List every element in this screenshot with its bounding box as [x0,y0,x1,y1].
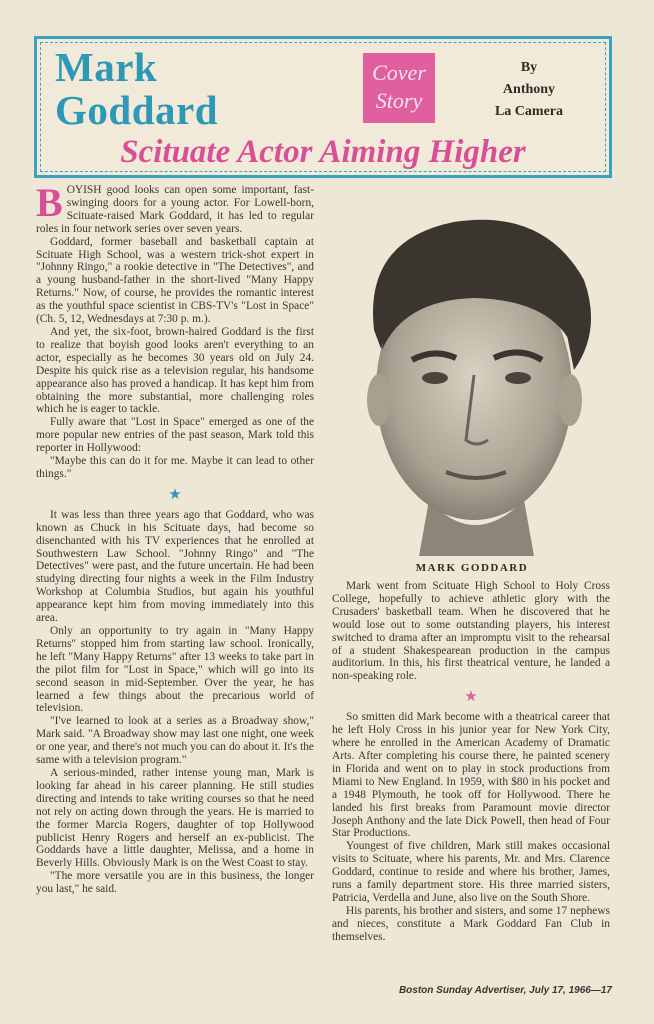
paragraph: So smitten did Mark become with a theatrical career that he left Holy Cross in his junior year for New York City, where he enrolled in the American Academy of Dramatic Arts. After completing his course there, he painted scenery in Florida and went on to play in stock productions from Miami to New England. In 1959, with $80 in his pocket and a 1948 Plymouth, he took off for Hollywood. There he landed his first breaks from Paramount movie director Joseph Anthony and the late Dick Powell, then head of Four Star Productions. [332,711,610,840]
paragraph: "I've learned to look at a series as a Broadway show," Mark said. "A Broadway show may last one night, one week or one year, and there's not much you can do about it. It's the same with a television program." [36,715,314,767]
byline-name-2: La Camera [494,104,564,119]
paragraph-1 [36,180,314,236]
paragraph: And yet, the six-foot, brown-haired Goddard is the first to realize that boyish good looks aren't everything to an actor, especially as he becomes 30 years old on July 24. Despite his quick rise as a television regular, his handsome appearance also has proved a handicap. It has kept him from obtaining the more substantial, more challenging roles which he is eager to tackle. [36,325,314,416]
star-divider-blue: ★ [168,486,182,503]
title-line-2: Goddard [55,87,218,133]
paragraph: It was less than three years ago that Goddard, who was known as Chuck in his Scituate days, had become so disenchanted with his TV experiences that he enrolled at Southwestern Law School. "Johnny Ringo" and "The Detectives" were past, and the future uncertain. He had been studying directing four nights a week in the Film Industry Workshop at Columbia Studios, but again his youthful appearance kept him from moving immediately into this area. [36,508,314,625]
left-eye [422,372,448,384]
page-footer: Boston Sunday Advertiser, July 17, 1966—17 [398,985,612,996]
paragraph: Only an opportunity to try again in "Many Happy Returns" stopped him from starting law school. Ironically, he left "Many Happy Returns" after 13 weeks to take part in the pilot film for "Lost in Space," which will go into its second season in mid-September. Over the year, he has learned a few things about the precarious world of television. [36,625,314,715]
left-ear [367,374,391,426]
star-divider-pink: ★ [464,689,478,706]
paragraph: Goddard, former baseball and basketball captain at Scituate High School, was a western trick-shot expert in "Johnny Ringo," a rookie detective in "The Detectives", and a young husband-father in the short-lived "Many Happy Returns." Now, of course, he provides the romantic interest as the youthful space scientist in CBS-TV's "Lost in Space" (Ch. 5, 12, Wednesdays at 7:30 p. m.). [36,235,314,326]
right-ear [558,374,582,426]
paragraph: His parents, his brother and sisters, and some 17 nephews and nieces, constitute a Mark Goddard Fan Club in themselves. [332,904,610,943]
badge-line-2: Story [375,88,423,113]
paragraph: Fully aware that "Lost in Space" emerged as one of the more popular new entries of the past season, Mark told this reporter in Hollywood: [36,416,314,455]
right-eye [505,372,531,384]
portrait-photo [334,200,610,556]
byline-by: By [520,60,538,75]
left-column [36,180,314,896]
paragraph-1-text: OYISH good looks can open some important, fast-swinging doors for a young actor. For Lowell-born, Scituate-raised Mark Goddard, it has led to regular roles in four network series over seven years. [36,184,314,235]
article-header [34,36,612,178]
byline [469,57,589,123]
subtitle: Scituate Actor Aiming Higher [120,134,526,170]
paragraph: "Maybe this can do it for me. Maybe it can lead to other things." [36,455,314,480]
paragraph: Youngest of five children, Mark still makes occasional visits to Scituate, where his parents, Mr. and Mrs. Clarence Goddard, continue to reside and where his brother, James, runs a family department store. His three married sisters, Patricia, Verdella and June, also live on the South Shore. [332,840,610,904]
right-column [332,580,610,944]
byline-name-1: Anthony [502,82,556,97]
badge-line-1: Cover [372,60,426,85]
photo-caption: MARK GODDARD [415,562,529,574]
title-line-1: Mark [55,44,158,90]
drop-cap: B [36,180,63,225]
paragraph: Mark went from Scituate High School to Holy Cross College, hopefully to achieve athletic glory with the Crusaders' basketball team. When he discovered that he would lose out to some outstanding players, his interest switched to drama after an impromptu visit to the rehearsal of a student Shakespearean production in the campus auditorium. In this, his first theatrical venture, he landed a non-speaking role. [332,580,610,683]
paragraph: "The more versatile you are in this business, the longer you last," he said. [36,870,314,896]
paragraph: A serious-minded, rather intense young man, Mark is looking far ahead in his career planning. He still studies directing and intends to take writing courses so that he need not rely on acting down through the years. He is married to the former Marcia Rogers, daughter of top Hollywood publicist Henry Rogers and herself an ex-publicist. The Goddards have a little daughter, Melissa, and a home in Beverly Hills. Obviously Mark is on the West Coast to stay. [36,766,314,870]
cover-story-badge [363,53,435,123]
